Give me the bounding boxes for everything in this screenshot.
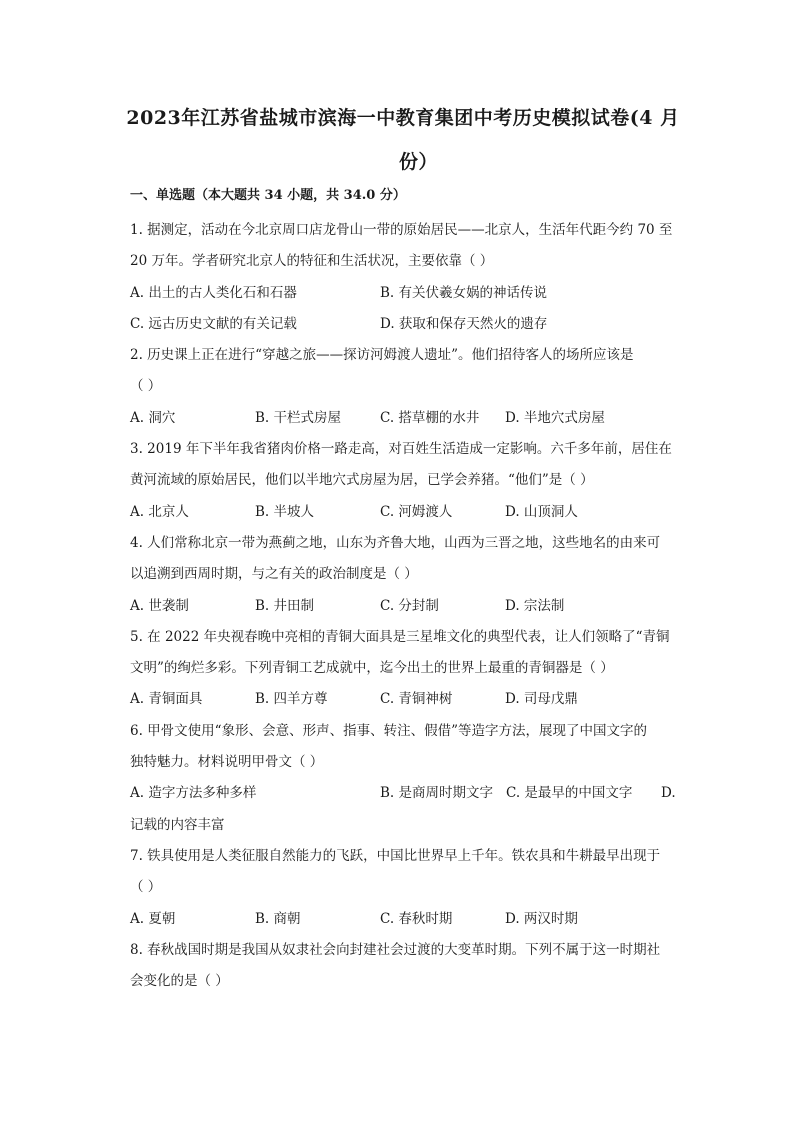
options-row (130, 278, 690, 309)
question-text-line: 以追溯到西周时期，与之有关的政治制度是（ ） (130, 566, 418, 583)
question-text-line: 7. 铁具使用是人类征服自然能力的飞跃，中国比世界早上千年。铁农具和牛耕最早出现于 (130, 847, 661, 864)
option-d[interactable]: D. 山顶洞人 (505, 503, 578, 520)
options-row (130, 591, 690, 622)
question-text-line: 20 万年。学者研究北京人的特征和生活状况，主要依靠（ ） (130, 253, 494, 270)
question-text-line: 6. 甲骨文使用“象形、会意、形声、指事、转注、假借”等造字方法，展现了中国文字的 (130, 722, 647, 739)
question-text-line: 3. 2019 年下半年我省猪肉价格一路走高，对百姓生活造成一定影响。六千多年前，居住在 (130, 441, 672, 458)
option-b[interactable]: B. 商朝 (255, 910, 301, 927)
question-5 (130, 622, 690, 716)
options-row (130, 497, 690, 528)
question-8 (130, 935, 690, 998)
option-d[interactable]: D. (661, 785, 676, 802)
question-text-line: 8. 春秋战国时期是我国从奴隶社会向封建社会过渡的大变革时期。下列不属于这一时期社 (130, 941, 661, 958)
option-c[interactable]: C. 青铜神树 (380, 691, 453, 708)
question-2 (130, 340, 690, 434)
options-row (130, 684, 690, 715)
question-7 (130, 841, 690, 935)
exam-title (118, 96, 688, 184)
option-a[interactable]: A. 造字方法多种多样 (130, 785, 257, 802)
option-a[interactable]: A. 青铜面具 (130, 691, 203, 708)
question-text-line: 5. 在 2022 年央视春晚中亮相的青铜大面具是三星堆文化的典型代表，让人们领略了“青铜 (130, 628, 670, 645)
option-a[interactable]: A. 洞穴 (130, 409, 176, 426)
options-row (130, 904, 690, 935)
option-a[interactable]: A. 出土的古人类化石和石器 (130, 284, 297, 301)
option-b[interactable]: B. 半坡人 (255, 503, 315, 520)
exam-title-line1: 2023年江苏省盐城市滨海一中教育集团中考历史模拟试卷(4 月 (126, 107, 680, 129)
question-text-line: 1. 据测定，活动在今北京周口店龙骨山一带的原始居民——北京人，生活年代距今约 70 至 (130, 222, 673, 238)
question-6 (130, 716, 690, 841)
question-text-line: 黄河流域的原始居民，他们以半地穴式房屋为居，已学会养猪。“他们”是（ ） (130, 472, 594, 489)
question-text-line: （ ） (130, 378, 162, 395)
options-row (130, 309, 690, 340)
option-c[interactable]: C. 春秋时期 (380, 910, 453, 927)
option-a[interactable]: A. 世袭制 (130, 597, 189, 614)
question-4 (130, 528, 690, 622)
question-text-line: 4. 人们常称北京一带为燕蓟之地，山东为齐鲁大地，山西为三晋之地，这些地名的由来可 (130, 534, 661, 551)
option-a[interactable]: A. 夏朝 (130, 910, 176, 927)
option-b[interactable]: B. 四羊方尊 (255, 691, 328, 708)
options-row (130, 403, 690, 434)
option-b[interactable]: B. 干栏式房屋 (255, 409, 342, 426)
exam-title-line2: 份） (398, 151, 438, 173)
option-d[interactable]: D. 两汉时期 (505, 910, 578, 927)
options-row (130, 778, 690, 809)
option-d[interactable]: D. 获取和保存天然火的遗存 (380, 315, 548, 332)
option-a[interactable]: A. 北京人 (130, 503, 189, 520)
option-d[interactable]: D. 半地穴式房屋 (505, 409, 605, 426)
option-b[interactable]: B. 井田制 (255, 597, 315, 614)
option-c[interactable]: C. 分封制 (380, 597, 439, 614)
section-heading: 一、单选题（本大题共 34 小题，共 34.0 分） (130, 188, 406, 203)
option-b[interactable]: B. 有关伏羲女娲的神话传说 (380, 284, 548, 301)
question-text-line: （ ） (130, 879, 162, 896)
option-c[interactable]: C. 是最早的中国文字 (506, 785, 633, 802)
option-d[interactable]: D. 宗法制 (505, 597, 565, 614)
option-c[interactable]: C. 河姆渡人 (380, 503, 453, 520)
questions-body (130, 215, 690, 997)
question-text-line: 独特魅力。材料说明甲骨文（ ） (130, 754, 324, 771)
question-3 (130, 434, 690, 528)
question-1 (130, 215, 690, 340)
option-b[interactable]: B. 是商周时期文字 (380, 785, 494, 802)
question-text-line: 会变化的是（ ） (130, 973, 229, 990)
option-c[interactable]: C. 远古历史文献的有关记载 (130, 315, 297, 332)
option-c[interactable]: C. 搭草棚的水井 (380, 409, 480, 426)
question-text-line: 文明”的绚烂多彩。下列青铜工艺成就中，迄今出土的世界上最重的青铜器是（ ） (130, 660, 614, 677)
question-text-line: 2. 历史课上正在进行“穿越之旅——探访河姆渡人遗址”。他们招待客人的场所应该是 (130, 347, 634, 364)
option-d[interactable]: D. 司母戊鼎 (505, 691, 578, 708)
option-d-continuation[interactable]: 记载的内容丰富 (130, 816, 225, 833)
